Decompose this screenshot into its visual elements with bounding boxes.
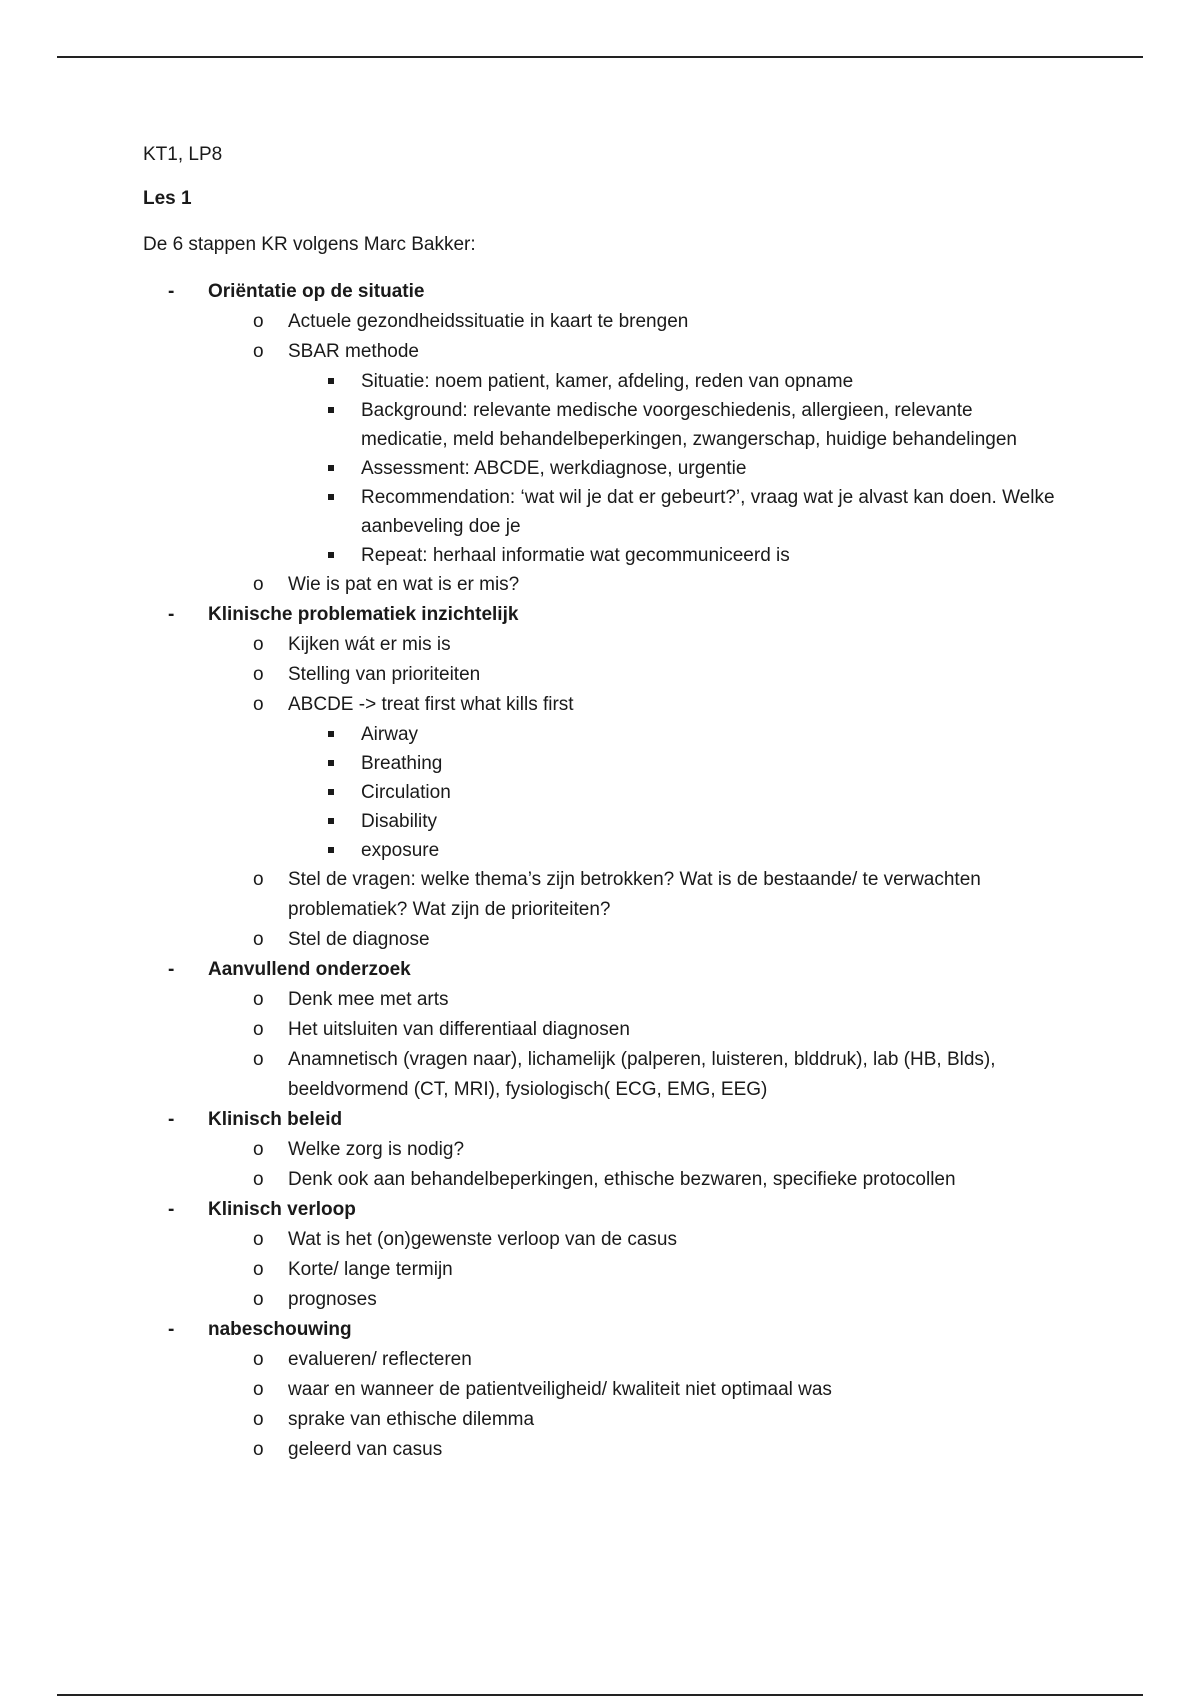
list-item [208,1255,1063,1285]
nested-list-item-text: exposure [361,840,440,861]
step-item [143,955,1063,1105]
nested-list-item-text: Assessment: ABCDE, werkdiagnose, urgentie [361,458,747,479]
circle-bullet-icon: o [253,1019,264,1040]
list-item-text: geleerd van casus [288,1439,443,1460]
list-item-text: Stelling van prioriteiten [288,664,481,685]
circle-bullet-icon: o [253,664,264,685]
list-item [208,660,1063,690]
circle-bullet-icon: o [253,1169,264,1190]
header-rule [57,56,1143,58]
circle-bullet-icon: o [253,929,264,950]
list-item-text: ABCDE -> treat first what kills first [288,694,574,715]
list-item [208,1345,1063,1375]
step-subitems [208,307,1063,600]
dash-bullet-icon: - [168,281,175,302]
list-item-text: prognoses [288,1289,377,1310]
step-item [143,1195,1063,1315]
list-item-text: Denk mee met arts [288,989,449,1010]
list-item-text: Wie is pat en wat is er mis? [288,574,520,595]
square-bullet-icon [328,847,334,853]
list-item-text: evalueren/ reflecteren [288,1349,472,1370]
nested-list-item [288,778,1063,807]
circle-bullet-icon: o [253,1349,264,1370]
list-item-text: Het uitsluiten van differentiaal diagnosen [288,1019,630,1040]
list-item [208,1135,1063,1165]
circle-bullet-icon: o [253,869,264,890]
intro-text: De 6 stappen KR volgens Marc Bakker: [143,234,476,255]
nested-list-item-text: Airway [361,724,419,745]
list-item-text: SBAR methode [288,341,419,362]
dash-bullet-icon: - [168,959,175,980]
circle-bullet-icon: o [253,1439,264,1460]
step-title: Klinische problematiek inzichtelijk [208,604,519,625]
nested-list-item [288,396,1063,454]
nested-list-item-text: Recommendation: ‘wat wil je dat er gebeurt?’, vraag wat je alvast kan doen. Welke aanbeveling doe je [361,487,1055,537]
dash-bullet-icon: - [168,604,175,625]
step-subitems [208,1225,1063,1315]
circle-bullet-icon: o [253,1049,264,1070]
step-title: Klinisch verloop [208,1199,356,1220]
list-item [208,1015,1063,1045]
square-bullet-icon [328,731,334,737]
steps-list [143,277,1063,1465]
square-bullet-icon [328,789,334,795]
step-item [143,277,1063,600]
step-title: nabeschouwing [208,1319,352,1340]
nested-list-item-text: Repeat: herhaal informatie wat gecommuniceerd is [361,545,790,566]
circle-bullet-icon: o [253,989,264,1010]
circle-bullet-icon: o [253,1379,264,1400]
list-item-text: Kijken wát er mis is [288,634,451,655]
list-item [208,1405,1063,1435]
circle-bullet-icon: o [253,574,264,595]
list-item [208,1285,1063,1315]
list-item [208,925,1063,955]
step-title: Klinisch beleid [208,1109,343,1130]
list-item-text: Korte/ lange termijn [288,1259,453,1280]
list-item [208,570,1063,600]
circle-bullet-icon: o [253,1139,264,1160]
list-item-text: Stel de vragen: welke thema’s zijn betrokken? Wat is de bestaande/ te verwachten problematiek? Wat zijn de prioriteiten? [288,869,981,920]
list-item [208,985,1063,1015]
step-title: Aanvullend onderzoek [208,959,411,980]
nested-list-item [288,541,1063,570]
list-item [208,1375,1063,1405]
square-bullet-icon [328,760,334,766]
dash-bullet-icon: - [168,1319,175,1340]
list-item [208,690,1063,865]
circle-bullet-icon: o [253,694,264,715]
step-title: Oriëntatie op de situatie [208,281,425,302]
nested-list-item-text: Breathing [361,753,443,774]
circle-bullet-icon: o [253,1289,264,1310]
list-item [208,1165,1063,1195]
nested-list-item [288,367,1063,396]
nested-list-item [288,807,1063,836]
nested-list-item [288,836,1063,865]
nested-list-item [288,749,1063,778]
step-item [143,1315,1063,1465]
nested-list-item [288,483,1063,541]
list-item [208,865,1063,925]
nested-list [288,367,1063,570]
circle-bullet-icon: o [253,1409,264,1430]
step-item [143,600,1063,955]
step-subitems [208,985,1063,1105]
list-item-text: Denk ook aan behandelbeperkingen, ethische bezwaren, specifieke protocollen [288,1169,956,1190]
step-subitems [208,1345,1063,1465]
square-bullet-icon [328,818,334,824]
circle-bullet-icon: o [253,1259,264,1280]
step-subitems [208,630,1063,955]
course-code: KT1, LP8 [143,144,223,165]
nested-list-item-text: Disability [361,811,438,832]
circle-bullet-icon: o [253,1229,264,1250]
footer-rule [57,1694,1143,1696]
step-subitems [208,1135,1063,1195]
document-body [143,143,1063,1465]
square-bullet-icon [328,407,334,413]
list-item [208,1045,1063,1105]
list-item [208,1435,1063,1465]
circle-bullet-icon: o [253,311,264,332]
nested-list-item [288,720,1063,749]
list-item-text: Anamnetisch (vragen naar), lichamelijk (palperen, luisteren, blddruk), lab (HB, Blds), beeldvormend (CT, MRI), fysiologisch( ECG, EMG, EEG) [288,1049,996,1100]
list-item [208,630,1063,660]
list-item [208,307,1063,337]
nested-list-item-text: Circulation [361,782,451,803]
step-item [143,1105,1063,1195]
list-item-text: Wat is het (on)gewenste verloop van de casus [288,1229,677,1250]
nested-list [288,720,1063,865]
square-bullet-icon [328,552,334,558]
square-bullet-icon [328,494,334,500]
list-item-text: sprake van ethische dilemma [288,1409,535,1430]
square-bullet-icon [328,378,334,384]
nested-list-item-text: Background: relevante medische voorgeschiedenis, allergieen, relevante medicatie, meld behandelbeperkingen, zwangerschap, huidige behandelingen [361,400,1017,450]
list-item [208,1225,1063,1255]
square-bullet-icon [328,465,334,471]
list-item-text: Welke zorg is nodig? [288,1139,465,1160]
nested-list-item-text: Situatie: noem patient, kamer, afdeling, reden van opname [361,371,854,392]
dash-bullet-icon: - [168,1199,175,1220]
circle-bullet-icon: o [253,634,264,655]
circle-bullet-icon: o [253,341,264,362]
nested-list-item [288,454,1063,483]
list-item-text: Stel de diagnose [288,929,430,950]
list-item-text: Actuele gezondheidssituatie in kaart te brengen [288,311,689,332]
list-item [208,337,1063,570]
dash-bullet-icon: - [168,1109,175,1130]
lesson-title: Les 1 [143,188,192,209]
list-item-text: waar en wanneer de patientveiligheid/ kwaliteit niet optimaal was [288,1379,832,1400]
